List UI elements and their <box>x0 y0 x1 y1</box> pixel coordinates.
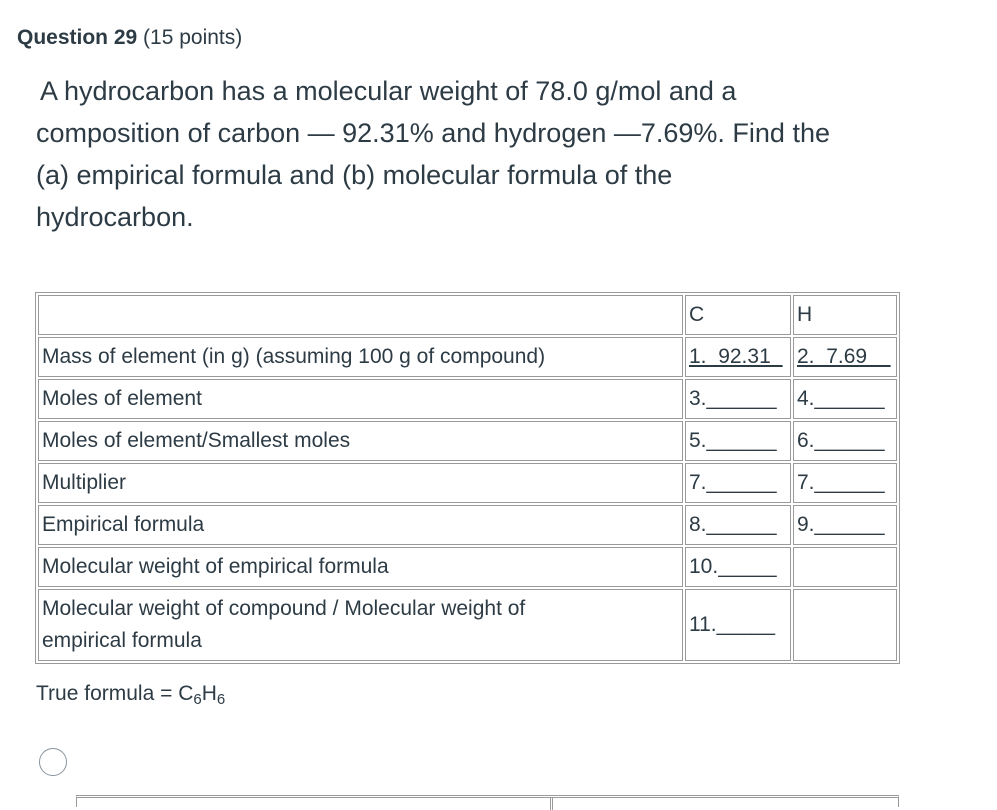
row-h-value: 2._7.69__ <box>793 337 897 377</box>
row-c-value: 11._____ <box>685 589 791 661</box>
row-label: Empirical formula <box>38 505 683 545</box>
table-row <box>38 337 897 377</box>
table-row <box>38 589 897 661</box>
answer-option-table <box>76 795 899 807</box>
question-points: (15 points) <box>143 26 243 49</box>
row-c-value: 1._92.31_ <box>685 337 791 377</box>
row-label <box>38 589 683 661</box>
row-label: Moles of element <box>38 379 683 419</box>
row-c-value: 7.______ <box>685 463 791 503</box>
true-formula-c-subscript: 6 <box>193 691 202 708</box>
true-formula <box>36 682 225 708</box>
true-formula-prefix: True formula = C <box>36 682 194 705</box>
table-row <box>38 421 897 461</box>
row-h-value <box>793 547 897 587</box>
row-h-value: 7.______ <box>793 463 897 503</box>
question-text-line: composition of carbon — 92.31% and hydrogen —7.69%. Find the <box>36 118 830 148</box>
row-c-value: 10._____ <box>685 547 791 587</box>
row-label: Multiplier <box>38 463 683 503</box>
row-h-value: 4.______ <box>793 379 897 419</box>
table-row <box>38 463 897 503</box>
row-label-line: Molecular weight of compound / Molecular weight of <box>42 597 526 620</box>
question-text-line: hydrocarbon. <box>36 202 194 232</box>
row-label: Moles of element/Smallest moles <box>38 421 683 461</box>
table-header-label-cell <box>38 295 683 335</box>
question-text <box>36 70 916 238</box>
row-h-value: 9.______ <box>793 505 897 545</box>
table-header-c: C <box>685 295 791 335</box>
row-c-value: 5.______ <box>685 421 791 461</box>
table-row <box>38 547 897 587</box>
row-h-value: 6.______ <box>793 421 897 461</box>
row-h-value <box>793 589 897 661</box>
question-title: Question 29 <box>17 26 138 49</box>
question-text-line: (a) empirical formula and (b) molecular formula of the <box>36 160 673 190</box>
row-c-value: 3.______ <box>685 379 791 419</box>
row-c-value: 8.______ <box>685 505 791 545</box>
row-label: Mass of element (in g) (assuming 100 g of compound) <box>38 337 683 377</box>
table-header-h: H <box>793 295 897 335</box>
table-row <box>38 379 897 419</box>
true-formula-h-subscript: 6 <box>216 691 226 708</box>
answer-table-divider <box>550 798 553 810</box>
row-label-line: empirical formula <box>42 629 202 652</box>
table-header-row <box>38 295 897 335</box>
radio-button-icon[interactable] <box>39 748 67 776</box>
question-header <box>17 24 242 52</box>
table-row <box>38 505 897 545</box>
row-label: Molecular weight of empirical formula <box>38 547 683 587</box>
true-formula-h: H <box>201 682 217 705</box>
question-text-line: A hydrocarbon has a molecular weight of 78.0 g/mol and a <box>40 76 737 106</box>
question-table <box>35 292 900 664</box>
